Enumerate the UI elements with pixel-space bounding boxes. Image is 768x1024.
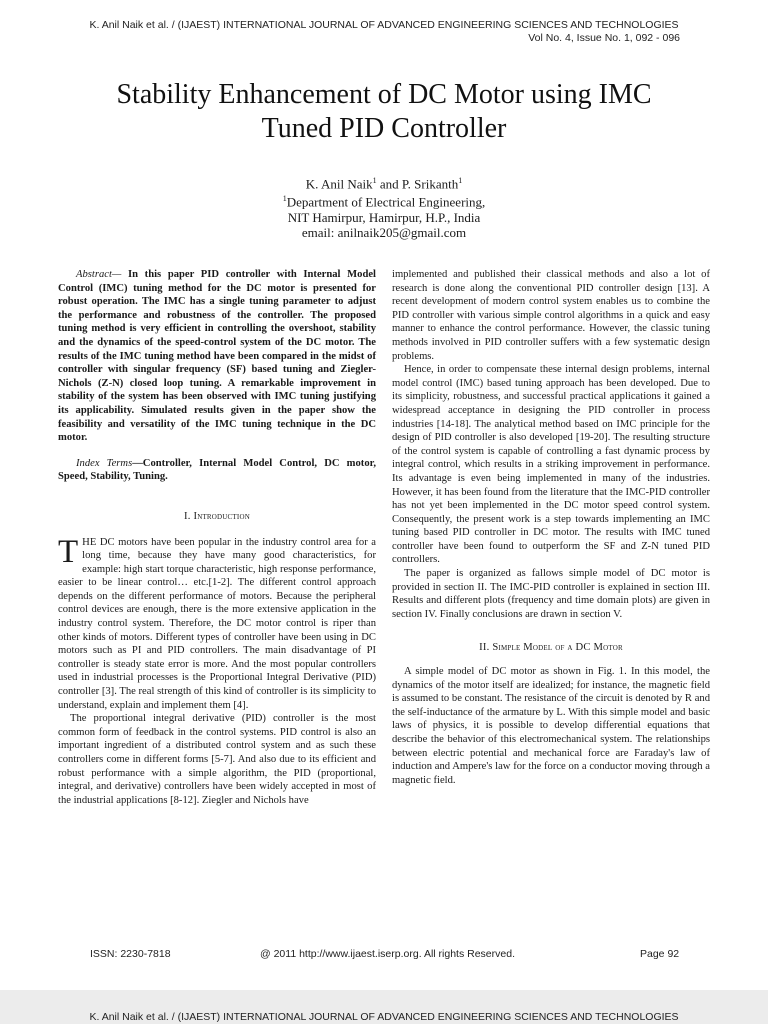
section-title: Introduction [193, 510, 250, 522]
section-numeral: II. [479, 642, 493, 654]
intro-paragraph-1 [58, 533, 376, 713]
index-terms [58, 457, 376, 484]
section-numeral: I. [184, 510, 194, 522]
footer-issn: ISSN: 2230-7818 [90, 948, 171, 960]
section-title: Simple Model of a DC Motor [492, 642, 623, 654]
section-heading-introduction [58, 510, 376, 524]
paper-title [60, 78, 708, 146]
left-column [58, 268, 376, 807]
next-page-header: K. Anil Naik et al. / (IJAEST) INTERNATIONAL JOURNAL OF ADVANCED ENGINEERING SCIENCES AND TECHNOLOGIES [89, 1011, 679, 1023]
index-terms-label: Index Terms [76, 457, 133, 469]
right-paragraph-1: implemented and published their classical methods and also a lot of research is done along the conventional PID controller design [13]. A recent development of modern control system enables us to combine the PID controller with various simple control algorithms in a quick and easy manner to enhance the control performance. However, the classic tuning methods involved in PID controller suffers with a few systematic design problems. [392, 269, 710, 362]
index-terms-text: —Controller, Internal Model Control, DC motor, Speed, Stability, Tuning. [58, 457, 376, 483]
right-column [392, 268, 710, 787]
journal-header: K. Anil Naik et al. / (IJAEST) INTERNATIONAL JOURNAL OF ADVANCED ENGINEERING SCIENCES AND TECHNOLOGIES [89, 19, 679, 31]
abstract [58, 268, 376, 445]
author-1: K. Anil Naik [305, 176, 373, 192]
author-block [0, 173, 768, 240]
section-heading-model [392, 641, 710, 655]
intro-paragraph-1-text: HE DC motors have been popular in the industry control area for a long time, because they have many good characteristics, for example: high start torque characteristic, high response performance, easier to be linear control… etc.[1-2]. The different control approach depends on the different performance of motors. Because the peripheral control devices are enough, there is the more extensive application in the industry control system. Therefore, the DC motor control is riper than other kinds of motors. Different types of controller have been using in DC motors such as PI and PID controllers. The main disadvantage of PI controller is steady state error is more. And the most popular controllers used in industrial processes is the Proportional Integral Derivative (PID) controller [3]. The real strength of this kind of controller is its simplicity to understand, explain and implement them [4]. [58, 536, 376, 711]
right-paragraph-2: Hence, in order to compensate these internal design problems, internal model control (IMC) based tuning approach has been developed. Due to its simplicity, robustness, and successful practical applications it gained a widespread acceptance in designing the PID controller in process industries [14-18]. The analytical method based on IMC principle for the design of PID controller is also developed [19-20]. The resulting structure of the control system is capable of controlling a fast dynamic process by integral control, which results in a striking improvement in performance. Its advantage is even being implemented in many of the industries. However, it has been found from the literature that the IMC-PID controller has not yet been implemented in the DC motor speed control system. Consequently, the present work is a step towards implementing an IMC tuning based PID controller in DC motor. The results with IMC tuned controller have been found to outperform the SF and Z-N tuned PID controllers. [392, 364, 710, 566]
author-1-sup: 1 [372, 176, 377, 185]
author-2-sup: 1 [458, 176, 463, 185]
footer-page-number: Page 92 [640, 948, 680, 960]
intro-paragraph-2: The proportional integral derivative (PID) controller is the most common form of feedback in the control systems. PID control is also an important ingredient of a distributed control system and as such these controllers come in different forms [5-7]. And also due to its efficient and robust performance with a simple algorithm, the PID (proportional, integral, and derivative) controllers have been widely accepted in most of the industrial applications [8-12]. Ziegler and Nichols have [58, 713, 376, 806]
department-text: Department of Electrical Engineering, [286, 194, 486, 210]
abstract-label: Abstract— [76, 269, 122, 280]
affiliation-sup: 1 [282, 194, 287, 204]
right-paragraph-3: The paper is organized as fallows simple model of DC motor is provided in section II. The IMC-PID controller is explained in section III. Results and different plots (frequency and time domain plots) are given in section IV. Finally conclusions are drawn in section V. [392, 568, 710, 620]
model-paragraph-1: A simple model of DC motor as shown in Fig. 1. In this model, the dynamics of the motor itself are idealized; for instance, the magnetic field is assumed to be constant. The resistance of the circuit is denoted by R and the self-inductance of the armature by L. With this simple model and basic laws of physics, it is possible to develop differential equations that describe the behavior of this electromechanical system. The relationships between electric potential and mechanical force are Faraday's law of induction and Ampere's law for the force on a conductor moving through a magnetic field. [392, 666, 710, 786]
title-line-2: Tuned PID Controller [261, 113, 507, 144]
footer-copyright: @ 2011 http://www.ijaest.iserp.org. All rights Reserved. [260, 948, 515, 960]
author-2: and P. Srikanth [376, 176, 459, 192]
title-line-1: Stability Enhancement of DC Motor using IMC [116, 79, 652, 110]
volume-info: Vol No. 4, Issue No. 1, 092 - 096 [528, 32, 680, 44]
drop-cap: T [58, 533, 79, 570]
abstract-text: In this paper PID controller with Internal Model Control (IMC) tuning method for the DC motor is presented for robust operation. The IMC has a single tuning parameter to adjust the performance and robustness of the controller. The proposed tuning method is very efficient in controlling the overshoot, stability and the dynamics of the speed-control system of the DC motor. The results of the IMC tuning method have been compared in the midst of controller with singular frequency (SF) based tuning and Ziegler-Nichols (Z-N) closed loop tuning. A remarkable improvement in stability of the system has been observed with IMC tuning justifying its applicability. Simulated results given in the paper show the feasibility and versatility of the IMC tuning technique in the DC motor. [58, 269, 376, 444]
affiliation-institute: NIT Hamirpur, Hamirpur, H.P., India [287, 209, 481, 225]
author-names [0, 173, 768, 191]
author-email: email: anilnaik205@gmail.com [301, 224, 467, 240]
affiliation-department [0, 191, 768, 209]
